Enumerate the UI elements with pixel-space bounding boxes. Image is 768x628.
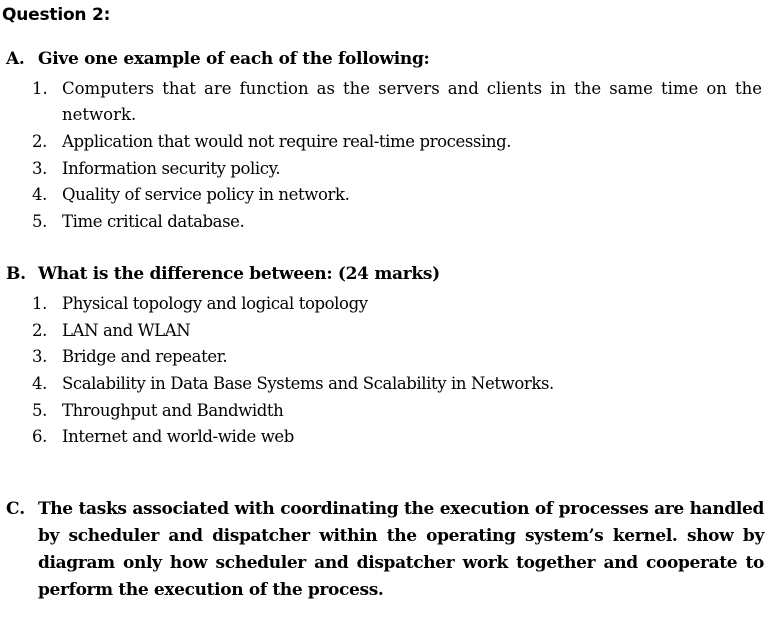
item-number: 2. — [32, 320, 47, 340]
list-item — [32, 344, 554, 371]
item-number: 3. — [32, 158, 47, 178]
section-b-heading — [6, 264, 440, 284]
section-a-heading-text: Give one example of each of the following: — [38, 49, 430, 69]
item-number: 5. — [32, 400, 47, 420]
item-text: Bridge and repeater. — [62, 347, 228, 367]
section-c — [6, 496, 764, 604]
section-b-letter: B. — [6, 264, 26, 284]
list-item — [32, 156, 762, 183]
item-text: Computers that are function as the servers and clients in the same time on the network. — [62, 79, 762, 124]
section-c-letter: C. — [6, 499, 26, 519]
item-text: Time critical database. — [62, 212, 245, 232]
section-a-letter: A. — [6, 49, 25, 69]
section-c-text: The tasks associated with coordinating the execution of processes are handled by scheduler and dispatcher within the operating system’s kernel. show by diagram only how scheduler and dispatcher work together and cooperate to perform the execution of the process. — [38, 499, 764, 600]
list-item — [32, 371, 554, 398]
item-text: Throughput and Bandwidth — [62, 400, 284, 420]
item-text: Quality of service policy in network. — [62, 185, 350, 205]
item-number: 3. — [32, 347, 47, 367]
question-title: Question 2: — [2, 5, 111, 25]
list-item — [32, 209, 762, 236]
list-item — [32, 424, 554, 451]
section-b-heading-text: What is the difference between: (24 marks) — [38, 264, 440, 284]
item-text: Scalability in Data Base Systems and Scalability in Networks. — [62, 374, 554, 394]
item-number: 1. — [32, 79, 48, 98]
item-text: LAN and WLAN — [62, 320, 191, 340]
item-number: 1. — [32, 294, 47, 313]
list-item — [32, 129, 762, 156]
item-text: Physical topology and logical topology — [62, 294, 368, 313]
item-text: Information security policy. — [62, 158, 281, 178]
item-number: 6. — [32, 427, 47, 447]
list-item — [32, 398, 554, 425]
section-a-heading — [6, 49, 430, 69]
item-number: 4. — [32, 185, 47, 205]
section-b-list — [32, 291, 554, 451]
item-number: 4. — [32, 374, 47, 394]
section-a-list — [32, 76, 762, 236]
list-item — [32, 318, 554, 345]
list-item — [32, 182, 762, 209]
item-number: 5. — [32, 212, 47, 232]
list-item — [32, 291, 554, 318]
item-number: 2. — [32, 132, 47, 151]
item-text: Internet and world-wide web — [62, 427, 294, 447]
item-text: Application that would not require real-time processing. — [62, 132, 512, 151]
list-item — [32, 76, 762, 129]
